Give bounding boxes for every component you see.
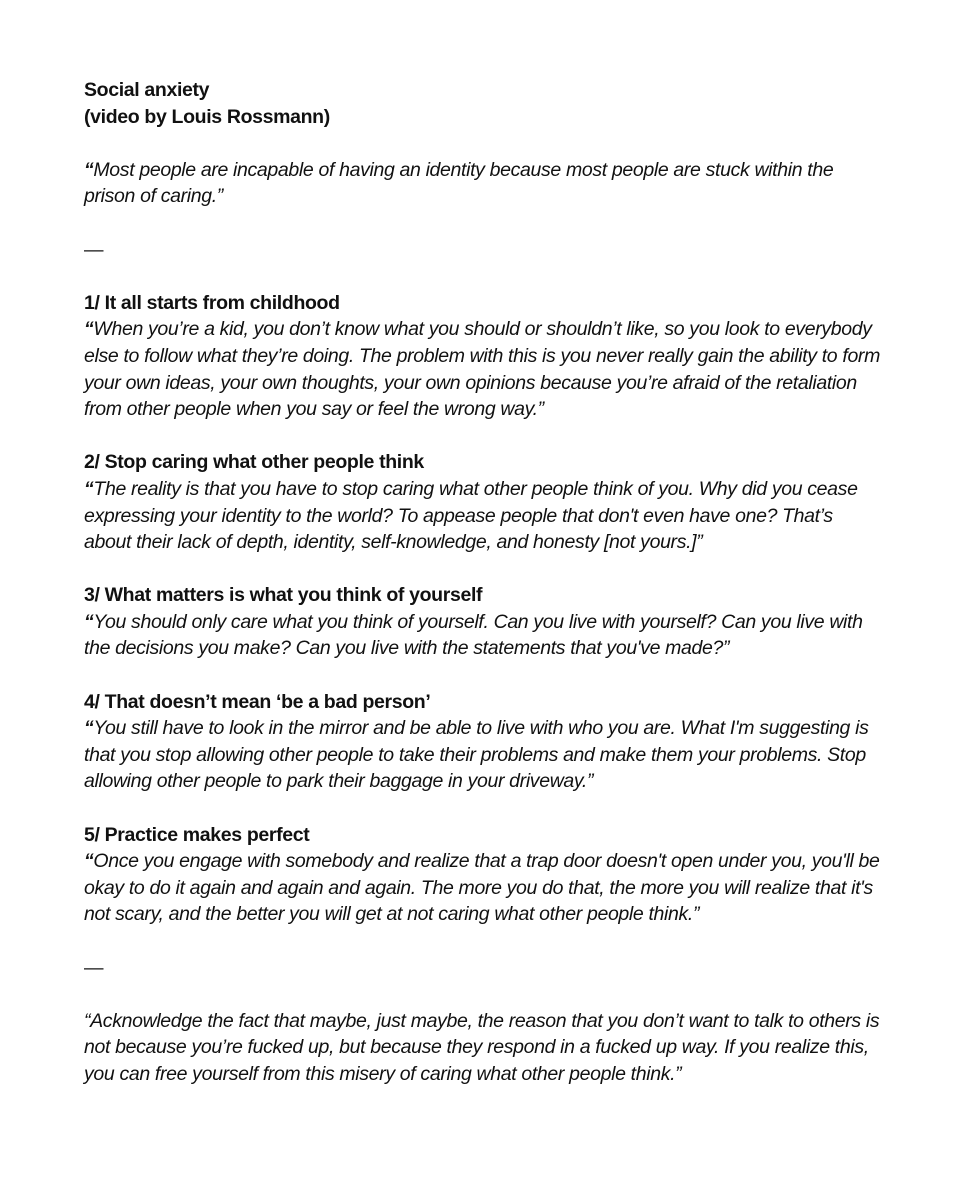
- quote-mark: “: [84, 610, 94, 633]
- section-5: [84, 822, 884, 928]
- quote-mark: “: [84, 158, 94, 181]
- section-quote: [84, 609, 884, 662]
- section-2: [84, 449, 884, 555]
- section-heading: 3/ What matters is what you think of yourself: [84, 584, 483, 607]
- intro-quote-text: Most people are incapable of having an identity because most people are stuck within the prison of caring.”: [84, 158, 834, 208]
- section-1: [84, 290, 884, 423]
- section-3: [84, 582, 884, 662]
- section-quote-text: Once you engage with somebody and realize that a trap door doesn't open under you, you'll be okay to do it again and again and again. The more you do that, the more you will realize that it's not scary, and the better you will get at not caring what other people think.”: [84, 850, 880, 926]
- divider-top: —: [84, 238, 104, 261]
- section-quote: [84, 316, 884, 422]
- section-quote-text: You still have to look in the mirror and be able to live with who you are. What I'm suggesting is that you stop allowing other people to take their problems and make them your problems. Stop allowing other people to park their baggage in your driveway.”: [84, 717, 869, 793]
- spacer: [84, 210, 884, 237]
- document-title: Social anxiety: [84, 79, 210, 101]
- quote-mark: “: [84, 717, 94, 740]
- section-heading: 5/ Practice makes perfect: [84, 823, 310, 846]
- intro-quote: [84, 157, 884, 210]
- spacer: [84, 263, 884, 290]
- closing-quote: “Acknowledge the fact that maybe, just maybe, the reason that you don’t want to talk to others is not because you’re fucked up, but because they respond in a fucked up way. If you realize this, you can free yourself from this misery of caring what other people think.”: [84, 1009, 880, 1085]
- section-quote: [84, 848, 884, 928]
- section-quote-text: You should only care what you think of yourself. Can you live with yourself? Can you live with the decisions you make? Can you live with the statements that you've made?”: [84, 610, 863, 660]
- section-4: [84, 689, 884, 795]
- section-quote-text: When you’re a kid, you don’t know what you should or shouldn’t like, so you look to everybody else to follow what they’re doing. The problem with this is you never really gain the ability to form your own ideas, your own thoughts, your own opinions because you’re afraid of the retaliation from other people when you say or feel the wrong way.”: [84, 318, 880, 421]
- section-heading: 2/ Stop caring what other people think: [84, 451, 424, 474]
- section-quote-text: The reality is that you have to stop caring what other people think of you. Why did you cease expressing your identity to the world? To appease people that don't even have one? That’s about their lack of depth, identity, self-knowledge, and honesty [not yours.]”: [84, 477, 858, 554]
- section-quote: [84, 476, 884, 556]
- section-heading: 4/ That doesn’t mean ‘be a bad person’: [84, 690, 431, 713]
- document-subtitle: (video by Louis Rossmann): [84, 105, 330, 128]
- divider-bottom: —: [84, 956, 104, 979]
- document-page: [84, 77, 884, 1088]
- quote-mark: “: [84, 318, 94, 341]
- section-heading: 1/ It all starts from childhood: [84, 291, 340, 314]
- quote-mark: “: [84, 850, 94, 873]
- quote-mark: “: [84, 477, 94, 500]
- section-quote: [84, 715, 884, 795]
- spacer: [84, 981, 884, 1008]
- spacer: [84, 130, 884, 157]
